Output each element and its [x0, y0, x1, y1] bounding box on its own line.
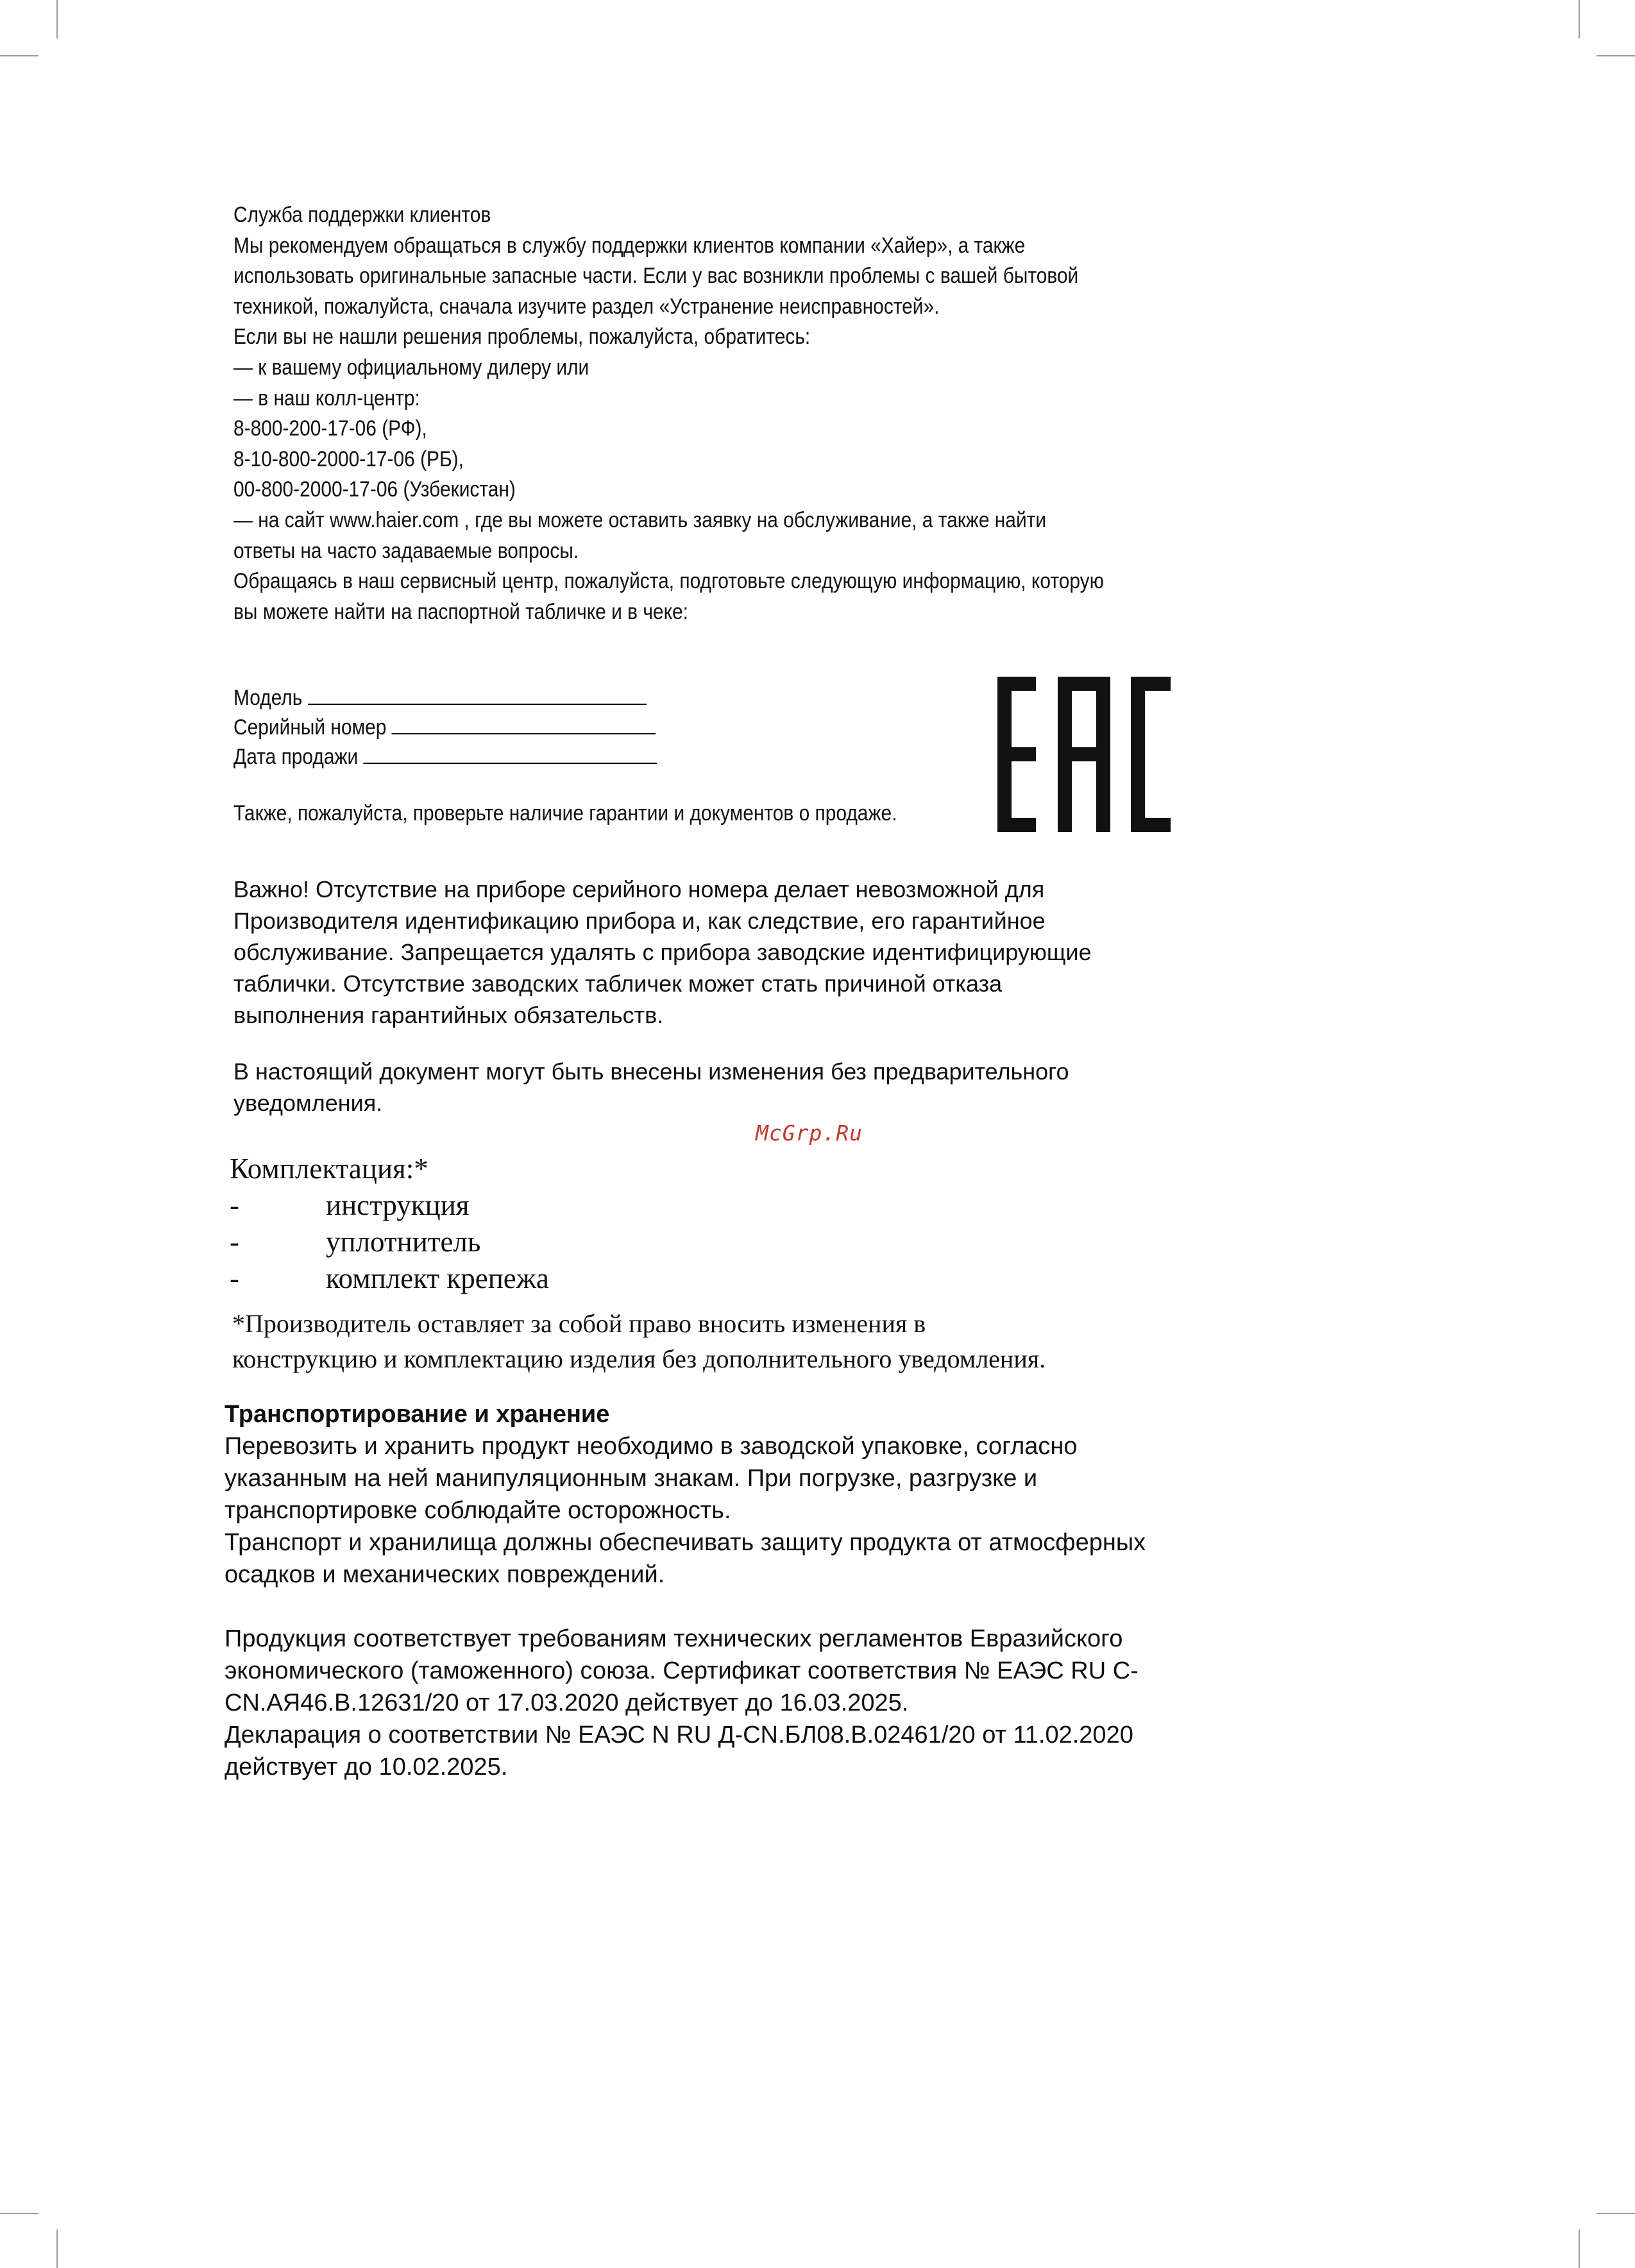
list-dash: - — [230, 1262, 239, 1294]
support-website-line: — на сайт www.haier.com , где вы можете оставить заявку на обслуживание, а также найти — [233, 507, 1047, 532]
list-dash: - — [230, 1226, 239, 1258]
important-line: Производителя идентификацию прибора и, как следствие, его гарантийное — [233, 908, 1046, 934]
crop-mark-bottom-right — [1579, 2230, 1580, 2268]
kit-item — [230, 1260, 549, 1297]
date-row — [233, 742, 657, 772]
transport-heading: Транспортирование и хранение — [224, 1401, 610, 1428]
model-row — [233, 683, 657, 713]
serial-row — [233, 713, 657, 742]
transport-line: осадков и механических повреждений. — [224, 1561, 665, 1588]
transport-line: указанным на ней манипуляционным знакам. При погрузке, разгрузке и — [224, 1465, 1038, 1492]
kit-item — [230, 1187, 549, 1224]
support-text-line: использовать оригинальные запасные части. Если у вас возникли проблемы с вашей бытовой — [233, 264, 1079, 289]
important-line: выполнения гарантийных обязательств. — [233, 1002, 664, 1028]
crop-mark-top-left-h — [0, 55, 38, 56]
phone-ru: 8-800-200-17-06 (РФ), — [233, 416, 427, 441]
compliance-line: Продукция соответствует требованиям технических регламентов Евразийского — [224, 1625, 1123, 1652]
support-text-line: Мы рекомендуем обращаться в службу поддержки клиентов компании «Хайер», а также — [233, 233, 1026, 258]
model-field[interactable] — [308, 683, 647, 705]
important-line: таблички. Отсутствие заводских табличек может стать причиной отказа — [233, 970, 1003, 997]
also-check-text: Также, пожалуйста, проверьте наличие гарантии и документов о продаже. — [233, 801, 897, 825]
declaration-line: действует до 10.02.2025. — [224, 1754, 508, 1781]
phone-uz: 00-800-2000-17-06 (Узбекистан) — [233, 477, 516, 502]
crop-mark-bottom-left-h — [0, 2213, 38, 2214]
declaration-line: Декларация о соответствии № ЕАЭС N RU Д-CN.БЛ08.В.02461/20 от 11.02.2020 — [224, 1722, 1133, 1748]
support-callcenter-line: — в наш колл-центр: — [233, 385, 420, 410]
notice-line: В настоящий документ могут быть внесены изменения без предварительного — [233, 1058, 1069, 1085]
sale-date-field[interactable] — [364, 742, 657, 764]
important-warning — [233, 874, 1260, 1031]
serial-label: Серийный номер — [233, 715, 387, 740]
product-info-form — [233, 683, 657, 772]
transport-storage-section — [224, 1398, 1315, 1591]
serial-field[interactable] — [392, 713, 656, 734]
kit-footnote — [232, 1306, 1046, 1376]
phone-by: 8-10-800-2000-17-06 (РБ), — [233, 446, 464, 471]
support-text-line: ответы на часто задаваемые вопросы. — [233, 538, 579, 563]
transport-line: транспортировке соблюдайте осторожность. — [224, 1497, 731, 1524]
compliance-line: экономического (таможенного) союза. Сертификат соответствия № ЕАЭС RU C- — [224, 1657, 1139, 1684]
support-text-line: Если вы не нашли решения проблемы, пожалуйста, обратитесь: — [233, 325, 811, 350]
kit-item — [230, 1224, 549, 1260]
transport-line: Перевозить и хранить продукт необходимо в заводской упаковке, согласно — [224, 1433, 1078, 1460]
customer-support-section — [233, 200, 1105, 627]
kit-note-line: *Производитель оставляет за собой право вносить изменения в — [232, 1309, 926, 1338]
sale-date-label: Дата продажи — [233, 745, 359, 769]
kit-list — [230, 1151, 549, 1297]
model-label: Модель — [233, 686, 303, 710]
crop-mark-bottom-right-h — [1597, 2213, 1635, 2214]
support-text-line: Обращаясь в наш сервисный центр, пожалуйста, подготовьте следующую информацию, которую — [233, 569, 1105, 594]
compliance-line: CN.АЯ46.В.12631/20 от 17.03.2020 действует до 16.03.2025. — [224, 1689, 909, 1716]
crop-mark-top-left — [56, 0, 58, 38]
crop-mark-bottom-left — [56, 2230, 58, 2268]
eac-mark-icon — [997, 677, 1171, 832]
kit-note-line: конструкцию и комплектацию изделия без дополнительного уведомления. — [232, 1344, 1046, 1373]
crop-mark-top-right — [1579, 0, 1580, 38]
kit-item-label: комплект крепежа — [326, 1262, 549, 1294]
support-title: Служба поддержки клиентов — [233, 203, 491, 227]
compliance-section — [224, 1623, 1315, 1783]
watermark-text: McGrp.Ru — [756, 1121, 863, 1146]
transport-line: Транспорт и хранилища должны обеспечивать защиту продукта от атмосферных — [224, 1529, 1146, 1556]
support-text-line: техникой, пожалуйста, сначала изучите раздел «Устранение неисправностей». — [233, 294, 940, 319]
crop-mark-top-right-h — [1597, 55, 1635, 56]
support-dealer-line: — к вашему официальному дилеру или — [233, 355, 589, 380]
important-line: обслуживание. Запрещается удалять с прибора заводские идентифицирующие — [233, 939, 1092, 965]
kit-title: Комплектация:* — [230, 1153, 428, 1185]
kit-item-label: инструкция — [326, 1189, 470, 1221]
support-text-line: вы можете найти на паспортной табличке и в чеке: — [233, 599, 688, 624]
list-dash: - — [230, 1189, 239, 1221]
important-line: Важно! Отсутствие на приборе серийного номера делает невозможной для — [233, 876, 1045, 902]
kit-item-label: уплотнитель — [326, 1226, 481, 1258]
change-notice — [233, 1056, 1260, 1119]
notice-line: уведомления. — [233, 1090, 383, 1116]
